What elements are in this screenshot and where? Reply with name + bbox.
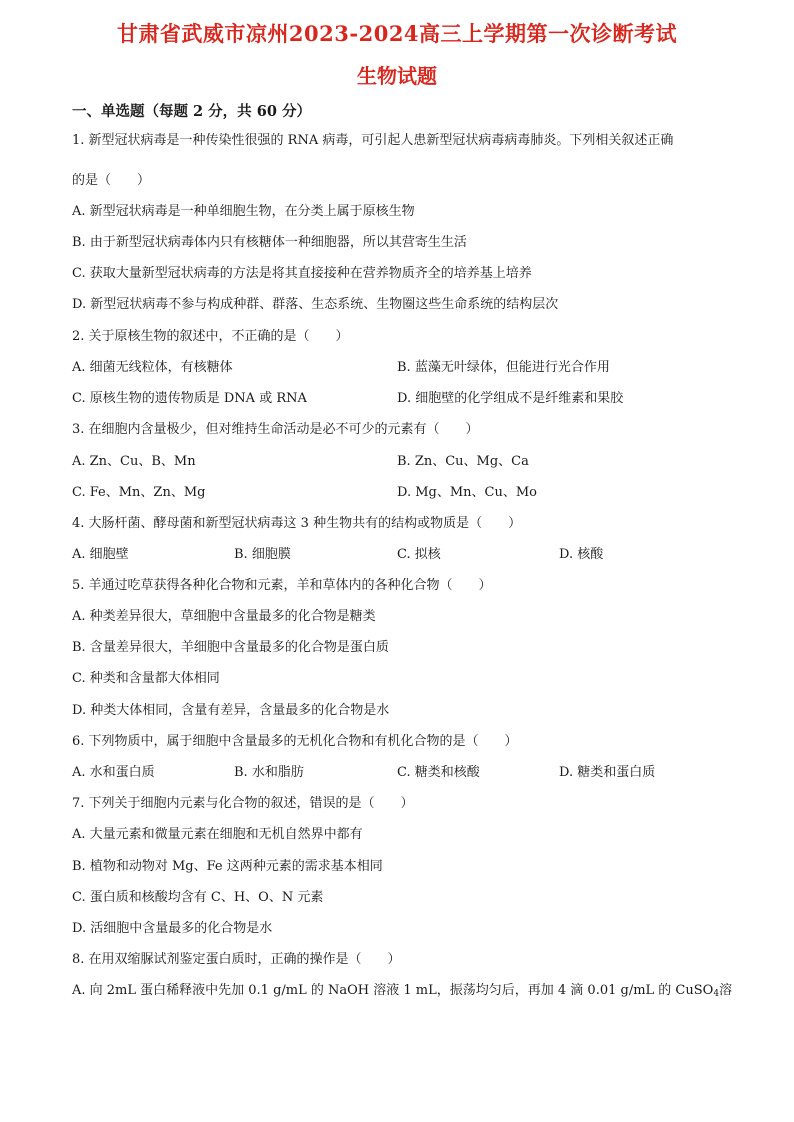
question-1-option-d: D. 新型冠状病毒不参与构成种群、群落、生态系统、生物圈这些生命系统的结构层次 [72,297,559,312]
question-6-option-c: C. 糖类和核酸 [397,765,480,780]
question-3-stem: 3. 在细胞内含量极少，但对维持生命活动是必不可少的元素有（ ） [72,422,479,437]
question-5-option-c: C. 种类和含量都大体相同 [72,671,220,686]
question-7-option-b: B. 植物和动物对 Mg、Fe 这两种元素的需求基本相同 [72,859,383,874]
question-5-option-a: A. 种类差异很大，草细胞中含量最多的化合物是糖类 [72,609,376,624]
question-1-option-b: B. 由于新型冠状病毒体内只有核糖体一种细胞器，所以其营寄生生活 [72,235,467,250]
question-8-option-a [72,982,732,1003]
question-4-option-d: D. 核酸 [559,547,604,562]
question-1-stem: 1. 新型冠状病毒是一种传染性很强的 RNA 病毒，可引起人患新型冠状病毒病毒肺炎。下列相关叙述正确 [72,133,674,148]
question-7-stem: 7. 下列关于细胞内元素与化合物的叙述，错误的是（ ） [72,796,414,811]
section-heading: 一、单选题（每题 2 分，共 60 分） [72,103,311,120]
exam-title: 甘肃省武威市凉州2023-2024高三上学期第一次诊断考试 [116,21,678,46]
question-6-option-a: A. 水和蛋白质 [72,765,155,780]
question-1-option-a: A. 新型冠状病毒是一种单细胞生物，在分类上属于原核生物 [72,204,415,219]
question-8-option-a-tail: 溶 [719,983,733,998]
question-6-stem: 6. 下列物质中，属于细胞中含量最多的无机化合物和有机化合物的是（ ） [72,734,518,749]
question-2-option-a: A. 细菌无线粒体，有核糖体 [72,360,233,375]
question-6-option-d: D. 糖类和蛋白质 [559,765,656,780]
question-2-option-d: D. 细胞壁的化学组成不是纤维素和果胶 [397,391,624,406]
question-4-option-a: A. 细胞壁 [72,547,129,562]
question-4-option-b: B. 细胞膜 [234,547,291,562]
question-4-stem: 4. 大肠杆菌、酵母菌和新型冠状病毒这 3 种生物共有的结构或物质是（ ） [72,516,522,531]
question-3-option-b: B. Zn、Cu、Mg、Ca [397,454,529,469]
question-2-option-b: B. 蓝藻无叶绿体，但能进行光合作用 [397,360,610,375]
question-2-option-c: C. 原核生物的遗传物质是 DNA 或 RNA [72,391,307,406]
question-6-option-b: B. 水和脂肪 [234,765,304,780]
question-1-stem-continued: 的是（ ） [72,173,151,188]
question-5-option-d: D. 种类大体相同，含量有差异，含量最多的化合物是水 [72,703,390,718]
question-2-stem: 2. 关于原核生物的叙述中，不正确的是（ ） [72,329,349,344]
question-1-option-c: C. 获取大量新型冠状病毒的方法是将其直接接种在营养物质齐全的培养基上培养 [72,266,532,281]
question-7-option-c: C. 蛋白质和核酸均含有 C、H、O、N 元素 [72,890,324,905]
question-7-option-d: D. 活细胞中含量最多的化合物是水 [72,921,273,936]
exam-subtitle: 生物试题 [357,64,437,88]
question-8-stem: 8. 在用双缩脲试剂鉴定蛋白质时，正确的操作是（ ） [72,952,401,967]
question-3-option-c: C. Fe、Mn、Zn、Mg [72,485,206,500]
question-3-option-a: A. Zn、Cu、B、Mn [72,454,196,469]
question-5-option-b: B. 含量差异很大，羊细胞中含量最多的化合物是蛋白质 [72,640,389,655]
question-4-option-c: C. 拟核 [397,547,441,562]
question-5-stem: 5. 羊通过吃草获得各种化合物和元素，羊和草体内的各种化合物（ ） [72,578,492,593]
question-3-option-d: D. Mg、Mn、Cu、Mo [397,485,537,500]
question-8-option-a-text: A. 向 2mL 蛋白稀释液中先加 0.1 g/mL 的 NaOH 溶液 1 mL，振荡均匀后，再加 4 滴 0.01 g/mL 的 CuSO [72,983,714,998]
question-7-option-a: A. 大量元素和微量元素在细胞和无机自然界中都有 [72,827,363,842]
question-8-option-a-subscript: 4 [713,989,720,999]
